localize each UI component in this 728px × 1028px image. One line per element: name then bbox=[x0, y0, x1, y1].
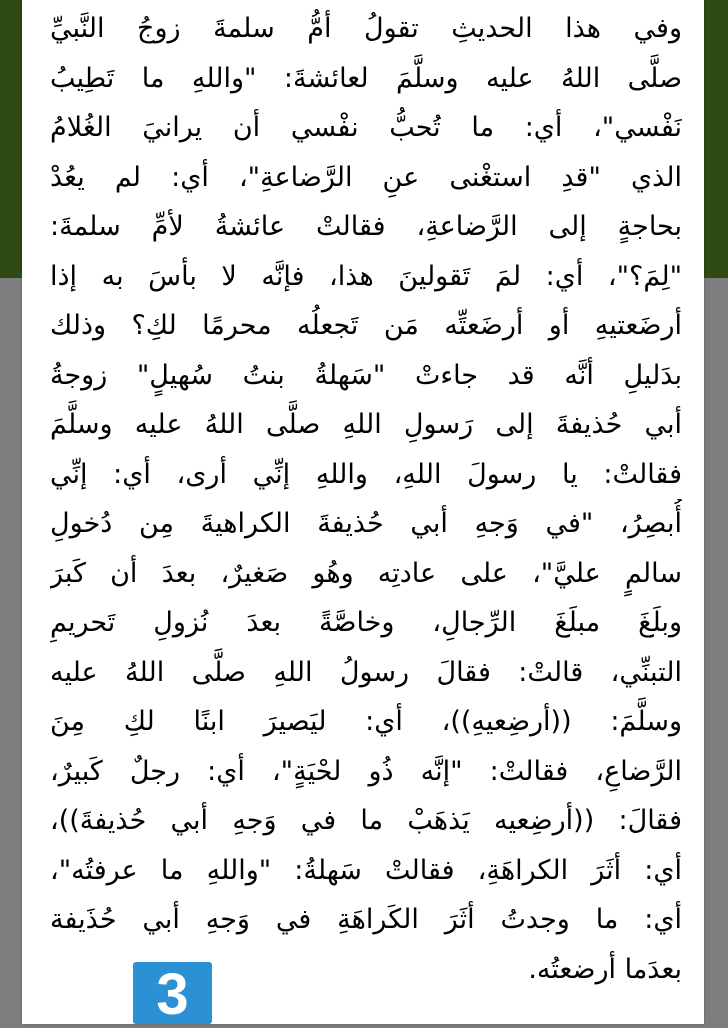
text-line: سالمٍ عليَّ"، على عادتِه وهُو صَغيرٌ، بعدَ أن كَبرَ bbox=[50, 557, 682, 589]
text-line: نَفْسي"، أي: ما تُحبُّ نفْسي أن يرانيَ الغُلامُ bbox=[50, 112, 682, 143]
text-line: أرضَعتيهِ أو أرضَعتِّه مَن تَجعلُه محرمًا لكِ؟ وذلك bbox=[50, 310, 682, 341]
text-line: أي: أثَرَ الكراهَةِ، فقالتْ سَهلةُ: "واللهِ ما عرفتُه"، bbox=[50, 854, 682, 886]
page-number-badge: 3 bbox=[133, 962, 212, 1024]
text-line: بحاجةٍ إلى الرَّضاعةِ، فقالتْ عائشةُ لأمِّ سلمةَ: bbox=[50, 211, 682, 242]
text-line: أي: ما وجدتُ أثَرَ الكَراهَةِ في وَجهِ أبي حُذَيفة bbox=[50, 904, 682, 935]
document-page bbox=[22, 0, 704, 1024]
text-line: صلَّى اللهُ عليه وسلَّمَ لعائشةَ: "واللهِ ما تَطِيبُ bbox=[50, 62, 682, 94]
text-line: فقالَ: ((أرضِعيه يَذهَبْ ما في وَجهِ أبي حُذيفةَ))، bbox=[50, 805, 682, 836]
text-line: بعدَما أرضعتُه. bbox=[528, 953, 682, 985]
text-line: وبلَغَ مبلَغَ الرِّجالِ، وخاصَّةً بعدَ نُزولِ تَحريمِ bbox=[50, 607, 682, 638]
text-line: بدَليلِ أنَّه قد جاءتْ "سَهلةُ بنتُ سُهيلٍ" زوجةُ bbox=[50, 359, 682, 391]
text-line: وفي هذا الحديثِ تقولُ أمُّ سلمةَ زوجُ النَّبيِّ bbox=[50, 13, 682, 44]
text-line: التبنِّي، قالتْ: فقالَ رسولُ اللهِ صلَّى اللهُ عليه bbox=[50, 656, 682, 688]
text-line: الذي "قدِ استغْنى عنِ الرَّضاعةِ"، أي: لم يعُدْ bbox=[50, 161, 682, 193]
text-line: أُبصِرُ، "في وَجهِ أبي حُذيفةَ الكراهيةَ مِن دُخولِ bbox=[50, 508, 682, 539]
cut-off-next-line bbox=[372, 1010, 672, 1024]
text-line: الرَّضاعِ، فقالتْ: "إنَّه ذُو لحْيَةٍ"، أي: رجلٌ كَبيرٌ، bbox=[50, 755, 682, 787]
text-line: فقالتْ: يا رسولَ اللهِ، واللهِ إنِّي أرى، أي: إنِّي bbox=[50, 458, 682, 490]
text-line: "لِمَ؟"، أي: لمَ تَقولينَ هذا، فإنَّه لا بأسَ به إذا bbox=[50, 260, 682, 292]
text-line: وسلَّمَ: ((أرضِعيهِ))، أي: ليَصيرَ ابنًا لكِ مِنَ bbox=[50, 706, 682, 737]
text-line: أبي حُذيفةَ إلى رَسولِ اللهِ صلَّى اللهُ عليه وسلَّمَ bbox=[50, 409, 682, 440]
arabic-text-body bbox=[50, 4, 682, 994]
